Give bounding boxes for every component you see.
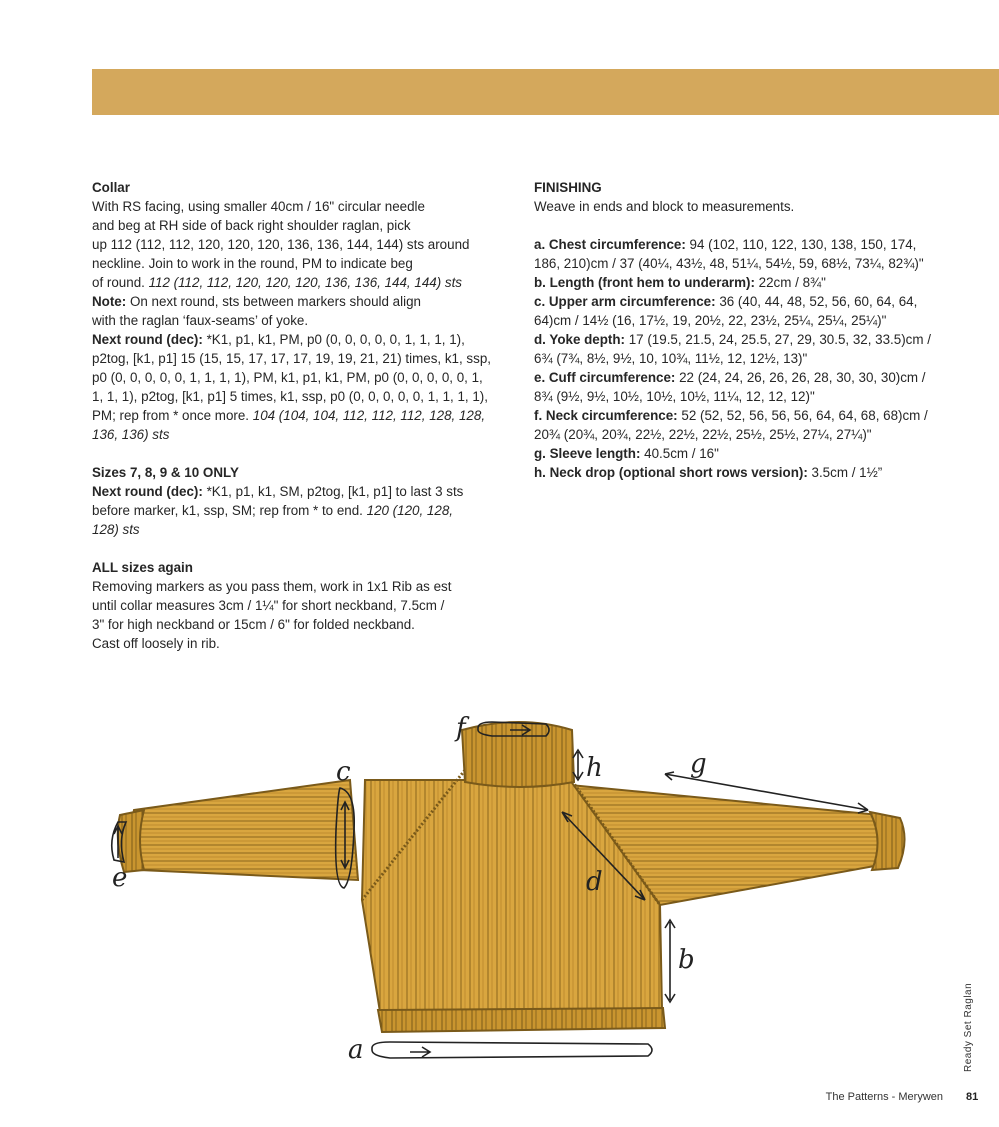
measure-a-label: a. Chest circumference: — [534, 237, 686, 252]
sizes-line-3: 128) sts — [92, 522, 140, 537]
measure-d-label: d. Yoke depth: — [534, 332, 626, 347]
next-round-text-5: PM; rep from * once more. — [92, 408, 253, 423]
measure-d-line-2: 6¾ (7¾, 8½, 9½, 10, 10¾, 11½, 12, 12½, 13)" — [534, 351, 808, 366]
sizes-next-round-label: Next round (dec): — [92, 484, 203, 499]
measure-g — [534, 444, 954, 463]
measure-h-value: 3.5cm / 1½” — [807, 465, 883, 480]
sizes-heading: Sizes 7, 8, 9 & 10 ONLY — [92, 465, 239, 480]
measure-a-line-2: 186, 210)cm / 37 (40¼, 43½, 48, 51¼, 54½, 59, 68½, 73¼, 82¾)" — [534, 256, 924, 271]
sweater-schematic-illustration — [100, 700, 920, 1080]
measure-c-line-2: 64)cm / 14½ (16, 17½, 19, 20½, 22, 23½, 25¼, 25¼, 25¼)" — [534, 313, 887, 328]
label-a: a — [348, 1035, 364, 1065]
next-round-count-5: 104 (104, 104, 112, 112, 112, 128, 128, — [252, 408, 486, 423]
left-column — [92, 178, 502, 653]
section-side-label: Ready Set Raglan — [963, 982, 974, 1072]
header-color-band — [92, 69, 999, 115]
measure-e-text-1: 22 (24, 24, 26, 26, 26, 28, 30, 30, 30)cm / — [675, 370, 926, 385]
label-f: f — [456, 713, 466, 743]
measure-f-label: f. Neck circumference: — [534, 408, 678, 423]
measure-a-text-1: 94 (102, 110, 122, 130, 138, 150, 174, — [685, 237, 917, 252]
arrow-b — [665, 920, 675, 1002]
measure-b — [534, 273, 954, 292]
collar-heading: Collar — [92, 180, 130, 195]
all-sizes-line-4: Cast off loosely in rib. — [92, 636, 220, 651]
finishing-text: Weave in ends and block to measurements. — [534, 199, 795, 214]
measure-f-line-1 — [534, 406, 954, 425]
next-round-line-2: p2tog, [k1, p1] 15 (15, 15, 17, 17, 17, 19, 19, 21, 21) times, k1, ssp, — [92, 351, 491, 366]
sizes-line-2 — [92, 501, 502, 520]
measure-b-label: b. Length (front hem to underarm): — [534, 275, 755, 290]
next-round-line-1 — [92, 330, 502, 349]
label-e: e — [112, 863, 128, 893]
right-column — [534, 178, 954, 482]
next-round-label: Next round (dec): — [92, 332, 203, 347]
measure-e-line-1 — [534, 368, 954, 387]
collar-line-3: up 112 (112, 112, 120, 120, 120, 136, 136, 144, 144) sts around — [92, 237, 470, 252]
collar-line-2: and beg at RH side of back right shoulder raglan, pick — [92, 218, 411, 233]
label-b: b — [678, 945, 695, 975]
measure-d-text-1: 17 (19.5, 21.5, 24, 25.5, 27, 29, 30.5, 32, 33.5)cm / — [625, 332, 931, 347]
sizes-text-1: *K1, p1, k1, SM, p2tog, [k1, p1] to last 3 sts — [202, 484, 464, 499]
measure-e-line-2: 8¾ (9½, 9½, 10½, 10½, 10½, 11¼, 12, 12, 12)" — [534, 389, 815, 404]
measure-b-value: 22cm / 8¾" — [754, 275, 826, 290]
note-line-1 — [92, 292, 502, 311]
all-sizes-line-3: 3" for high neckband or 15cm / 6" for folded neckband. — [92, 617, 415, 632]
left-sleeve — [132, 780, 358, 880]
sweater-hem — [378, 1008, 665, 1032]
measure-c-text-1: 36 (40, 44, 48, 52, 56, 60, 64, 64, — [715, 294, 918, 309]
label-c: c — [336, 757, 351, 787]
sizes-text-2: before marker, k1, ssp, SM; rep from * to end. — [92, 503, 367, 518]
note-text-1: On next round, sts between markers should align — [126, 294, 421, 309]
measure-f-line-2: 20¾ (20¾, 20¾, 22½, 22½, 22½, 25½, 25½, 27¼, 27¼)" — [534, 427, 872, 442]
measure-c-line-1 — [534, 292, 954, 311]
page-number: 81 — [966, 1091, 979, 1103]
label-d: d — [586, 867, 603, 897]
measure-g-value: 40.5cm / 16" — [640, 446, 719, 461]
measure-a-line-1 — [534, 235, 954, 254]
measure-f-text-1: 52 (52, 52, 56, 56, 56, 64, 64, 68, 68)cm / — [677, 408, 928, 423]
sizes-count-2: 120 (120, 128, — [366, 503, 453, 518]
measure-c-label: c. Upper arm circumference: — [534, 294, 716, 309]
next-round-line-6: 136, 136) sts — [92, 427, 170, 442]
footer-title: The Patterns - Merywen — [825, 1091, 943, 1103]
next-round-line-5 — [92, 406, 502, 425]
all-sizes-heading: ALL sizes again — [92, 560, 193, 575]
collar-line-4: neckline. Join to work in the round, PM to indicate beg — [92, 256, 413, 271]
collar-line-1: With RS facing, using smaller 40cm / 16" circular needle — [92, 199, 425, 214]
next-round-line-4: 1, 1, 1), p2tog, [k1, p1] 5 times, k1, ssp, p0 (0, 0, 0, 0, 0, 1, 1, 1, 1), — [92, 389, 488, 404]
measure-e-label: e. Cuff circumference: — [534, 370, 676, 385]
next-round-line-3: p0 (0, 0, 0, 0, 0, 1, 1, 1, 1), PM, k1, p1, k1, PM, p0 (0, 0, 0, 0, 0, 1, — [92, 370, 483, 385]
label-h: h — [586, 753, 603, 783]
measure-h-label: h. Neck drop (optional short rows version): — [534, 465, 808, 480]
note-label: Note: — [92, 294, 127, 309]
arrow-a-head — [410, 1047, 430, 1057]
note-line-2: with the raglan ‘faux-seams’ of yoke. — [92, 313, 309, 328]
finishing-heading: FINISHING — [534, 180, 602, 195]
measure-g-label: g. Sleeve length: — [534, 446, 641, 461]
next-round-text-1: *K1, p1, k1, PM, p0 (0, 0, 0, 0, 0, 1, 1, 1, 1), — [202, 332, 465, 347]
sizes-line-1 — [92, 482, 502, 501]
arrow-h — [573, 750, 583, 780]
all-sizes-line-2: until collar measures 3cm / 1¼" for short neckband, 7.5cm / — [92, 598, 445, 613]
arrow-a — [372, 1042, 652, 1058]
collar-line-5 — [92, 273, 502, 292]
all-sizes-line-1: Removing markers as you pass them, work in 1x1 Rib as est — [92, 579, 452, 594]
label-g: g — [690, 749, 707, 779]
collar-stitch-count: 112 (112, 112, 120, 120, 120, 136, 136, 144, 144) sts — [148, 275, 463, 290]
collar-line-5a: of round. — [92, 275, 149, 290]
measure-h — [534, 463, 954, 482]
measure-d-line-1 — [534, 330, 954, 349]
